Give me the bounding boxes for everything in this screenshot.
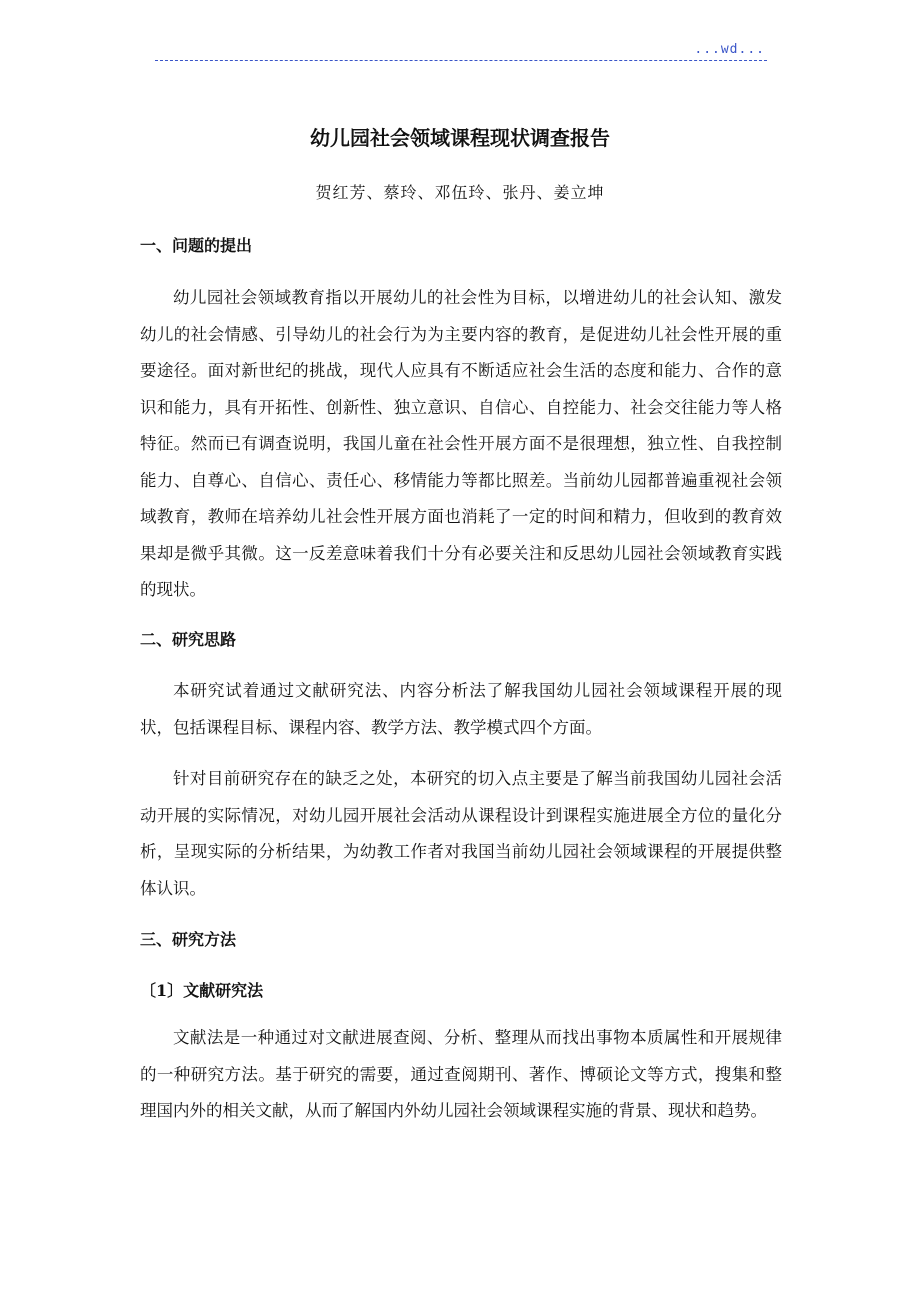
section-heading-approach: 二、研究思路 <box>140 630 237 649</box>
document-authors: 贺红芳、蔡玲、邓伍玲、张丹、姜立坤 <box>315 183 605 202</box>
section-heading-methods: 三、研究方法 <box>140 930 237 949</box>
page-header <box>155 40 767 61</box>
section-heading-problem: 一、问题的提出 <box>140 236 253 255</box>
header-mark: ...wd... <box>694 42 765 57</box>
subsection-heading-literature: 〔1〕文献研究法 <box>140 981 264 1000</box>
paragraph-approach-1: 本研究试着通过文献研究法、内容分析法了解我国幼儿园社会领域课程开展的现状，包括课程目标、课程内容、教学方法、教学模式四个方面。 <box>140 681 782 737</box>
paragraph-problem: 幼儿园社会领域教育指以开展幼儿的社会性为目标，以增进幼儿的社会认知、激发幼儿的社会情感、引导幼儿的社会行为为主要内容的教育，是促进幼儿社会性开展的重要途径。面对新世纪的挑战，现代人应具有不断适应社会生活的态度和能力、合作的意识和能力，具有开拓性、创新性、独立意识、自信心、自控能力、社会交往能力等人格特征。然而已有调查说明，我国儿童在社会性开展方面不是很理想，独立性、自我控制能力、自尊心、自信心、责任心、移情能力等都比照差。当前幼儿园都普遍重视社会领域教育，教师在培养幼儿社会性开展方面也消耗了一定的时间和精力，但收到的教育效果却是微乎其微。这一反差意味着我们十分有必要关注和反思幼儿园社会领域教育实践的现状。 <box>140 288 782 599</box>
paragraph-literature-method: 文献法是一种通过对文献进展查阅、分析、整理从而找出事物本质属性和开展规律的一种研究方法。基于研究的需要，通过查阅期刊、著作、博硕论文等方式，搜集和整理国内外的相关文献，从而了解国内外幼儿园社会领域课程实施的背景、现状和趋势。 <box>140 1028 782 1120</box>
paragraph-approach-2: 针对目前研究存在的缺乏之处，本研究的切入点主要是了解当前我国幼儿园社会活动开展的实际情况，对幼儿园开展社会活动从课程设计到课程实施进展全方位的量化分析，呈现实际的分析结果，为幼教工作者对我国当前幼儿园社会领域课程的开展提供整体认识。 <box>140 769 782 898</box>
document-title: 幼儿园社会领域课程现状调查报告 <box>310 126 610 150</box>
